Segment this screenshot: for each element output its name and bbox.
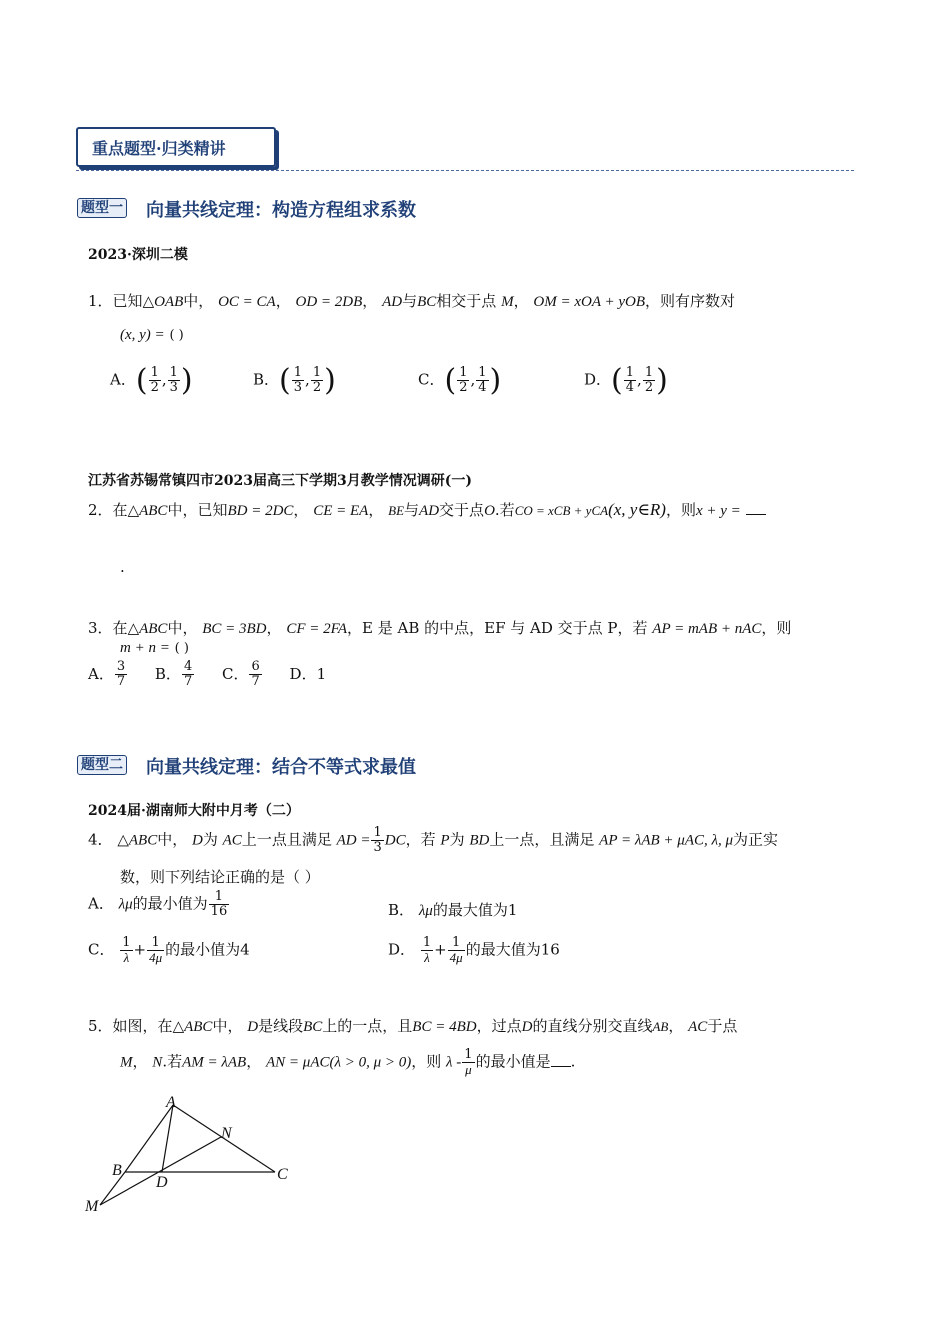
- frac-num: 1: [147, 936, 164, 951]
- plus-sign: +: [133, 940, 147, 959]
- q5-text-c: 是线段: [258, 1017, 304, 1035]
- q5-bc: BC: [303, 1019, 323, 1035]
- q1-option-d[interactable]: D．( $\frac{1}{4}$ , $\frac{1}{2}$ ): [584, 363, 668, 398]
- q4-text-b: 为: [202, 830, 218, 849]
- type2-title: 向量共线定理：结合不等式求最值: [146, 757, 416, 778]
- q2-eq4: x + y =: [695, 503, 741, 519]
- q2-answer-blank[interactable]: [746, 500, 766, 515]
- q3-text-a: 在: [112, 619, 128, 637]
- frac-den: λ: [123, 950, 130, 965]
- header-divider: [76, 170, 854, 171]
- q5-eq1: BC = 4BD: [412, 1019, 477, 1035]
- frac-num: 1: [625, 365, 635, 380]
- q1-triangle: △OAB: [142, 294, 184, 310]
- q5-text-i: ，则: [411, 1052, 442, 1071]
- q1-line1: [88, 290, 735, 311]
- type1-badge: 题型一: [77, 198, 127, 218]
- q4-line2: 数，则下列结论正确的是（ ）: [120, 868, 320, 886]
- q1-eq1: OC = CA: [218, 294, 276, 310]
- q1-sep3: ，: [513, 292, 529, 310]
- line-ad: [162, 1105, 173, 1172]
- q1-option-c-label: C．: [418, 370, 445, 389]
- q2-dot: .: [120, 558, 125, 576]
- frac-den: 4: [478, 380, 487, 395]
- q4-eq2: AP = λAB + μAC, λ, μ: [599, 832, 734, 849]
- q1-source: 2023·深圳二模: [88, 247, 188, 263]
- q2-be: BE: [388, 503, 405, 518]
- q3-option-d[interactable]: D．1: [289, 664, 327, 683]
- q4-option-d-text: 的最大值为16: [465, 940, 560, 959]
- q2-eq3: CO = xCB + yCA: [514, 503, 609, 518]
- q2-ad: AD: [419, 503, 440, 519]
- frac-num: 1: [209, 890, 230, 905]
- section-header-title: 重点题型·归类精讲: [92, 138, 226, 158]
- q1-eq3: OM = xOA + yOB: [533, 294, 645, 310]
- q1-paren: ( ): [169, 328, 184, 343]
- q3-text-d: ，则: [761, 619, 792, 637]
- frac-num: 1: [373, 825, 382, 840]
- label-n: N: [221, 1125, 232, 1142]
- label-a: A: [166, 1094, 176, 1111]
- q3-sep1: ，: [266, 619, 282, 637]
- q4-option-a-label: A．: [88, 894, 114, 913]
- q5-sep: ，: [668, 1017, 684, 1035]
- q4-number: 4．: [88, 830, 113, 849]
- frac-num: 1: [169, 365, 178, 380]
- q4-text-f: 上一点，且满足: [489, 830, 595, 849]
- frac-den: 2: [150, 380, 159, 395]
- frac-den: 4: [625, 380, 635, 395]
- q1-text-e: ，则有序数对: [644, 292, 735, 310]
- q4-p: P: [440, 832, 450, 849]
- q2-o: O: [484, 503, 495, 519]
- frac-den: 3: [169, 380, 178, 395]
- q1-sep2: ，: [362, 292, 378, 310]
- frac-den: 4μ: [449, 950, 463, 965]
- q1-m: M: [501, 294, 514, 310]
- label-d: D: [156, 1174, 168, 1191]
- q5-figure: [80, 1090, 310, 1220]
- q4-text-a: 中，: [157, 830, 188, 849]
- q5-n: N: [152, 1054, 163, 1071]
- q4-option-b-text: 的最大值为1: [432, 901, 518, 919]
- q3-option-c-label: C．: [222, 664, 249, 683]
- q4-option-a-text: 的最小值为: [132, 894, 208, 913]
- q5-ab: AB: [652, 1019, 669, 1034]
- q4-line1: [88, 826, 778, 855]
- q5-comma2: ，: [246, 1052, 262, 1071]
- q2-text-b: 中，已知: [167, 501, 228, 519]
- label-c: C: [277, 1166, 288, 1183]
- q1-pair: (x, y) =: [120, 327, 165, 343]
- q4-option-c[interactable]: [88, 936, 250, 965]
- q2-sep2: ，: [368, 501, 384, 519]
- label-b: B: [112, 1162, 122, 1179]
- frac-den: 3: [373, 840, 382, 855]
- q2-number: 2．: [88, 501, 113, 519]
- line-ab: [125, 1105, 173, 1172]
- q5-text-a: 如图，在: [112, 1017, 173, 1035]
- q5-d: D: [247, 1019, 259, 1035]
- q2-cond: (x, y∈R): [608, 500, 666, 519]
- q3-triangle: △ABC: [127, 621, 168, 637]
- frac-num: 6: [251, 659, 260, 674]
- frac-num: 1: [459, 365, 468, 380]
- q3-option-c[interactable]: [222, 659, 263, 689]
- q4-option-d[interactable]: [388, 936, 560, 965]
- q5-text-g: 于点: [707, 1017, 738, 1035]
- plus-sign: +: [434, 940, 447, 959]
- frac-num: 1: [464, 1047, 473, 1062]
- q3-line2: [120, 638, 189, 657]
- q4-text-c: 上一点且满足: [241, 830, 332, 849]
- q1-bc: BC: [417, 294, 437, 310]
- q3-paren: ( ): [174, 641, 189, 656]
- q5-line1: [88, 1015, 737, 1036]
- type2-badge: 题型二: [77, 755, 127, 775]
- q4-option-a-expr: λμ: [118, 896, 133, 913]
- section-header: [76, 127, 276, 167]
- q5-eq2: AM = λAB: [182, 1054, 247, 1071]
- frac-den: μ: [465, 1062, 472, 1077]
- q2-source: 江苏省苏锡常镇四市2023届高三下学期3月教学情况调研(一): [88, 473, 472, 489]
- frac-den: 7: [251, 674, 260, 689]
- q2-text-f: ，则: [665, 501, 696, 519]
- q4-eq1-left: AD =: [336, 832, 371, 849]
- q3-options: [88, 660, 326, 689]
- q2-text-c: 与: [404, 501, 420, 519]
- q5-eq3: AN = μAC(λ > 0, μ > 0): [266, 1054, 412, 1071]
- q1-text-d: 相交于点: [436, 292, 497, 310]
- frac-num: 1: [150, 365, 159, 380]
- q3-option-b[interactable]: [154, 659, 195, 689]
- q1-text-a: 已知: [112, 292, 143, 310]
- q2-eq2: CE = EA: [313, 503, 369, 519]
- q4-option-b[interactable]: [388, 899, 517, 920]
- q5-text-j: 的最小值是: [475, 1052, 551, 1071]
- frac-den: 2: [459, 380, 468, 395]
- q1-option-a-label: A．: [110, 370, 136, 389]
- q4-source: 2024届·湖南师大附中月考（二）: [88, 803, 300, 819]
- q4-text-e: 为: [449, 830, 465, 849]
- q4-option-a[interactable]: [88, 890, 230, 919]
- q5-comma1: ，: [132, 1052, 148, 1071]
- q3-option-b-label: B．: [154, 664, 181, 683]
- q1-option-d-label: D．: [584, 370, 612, 389]
- q4-text-d: ，若: [405, 830, 436, 849]
- frac-den: λ: [424, 950, 430, 965]
- q1-option-b-label: B．: [253, 370, 280, 389]
- q5-text-h: .若: [162, 1052, 183, 1071]
- frac-den: 4μ: [149, 950, 163, 965]
- q4-text-g: 为正实: [733, 830, 779, 849]
- q5-text-f: 的直线分别交直线: [532, 1017, 653, 1035]
- q3-number: 3．: [88, 619, 113, 637]
- frac-num: 1: [122, 935, 131, 950]
- q4-bd: BD: [469, 832, 490, 849]
- q2-eq1: BD = 2DC: [227, 503, 294, 519]
- q4-triangle: △ABC: [117, 832, 158, 849]
- q5-end: .: [570, 1052, 576, 1071]
- q5-text-b: 中，: [212, 1017, 243, 1035]
- frac-num: 1: [312, 365, 322, 380]
- frac-den: 7: [183, 674, 193, 689]
- q4-eq1-right: DC: [384, 832, 406, 849]
- label-m: M: [85, 1198, 99, 1215]
- q1-option-c[interactable]: C．( $\frac{1}{2}$ , $\frac{1}{4}$ ): [418, 363, 502, 398]
- q3-option-a[interactable]: [88, 659, 128, 689]
- q1-ad: AD: [382, 294, 403, 310]
- q1-eq2: OD = 2DB: [295, 294, 363, 310]
- q3-eq1: BC = 3BD: [202, 621, 267, 637]
- q3-text-b: 中，: [167, 619, 198, 637]
- q3-eq2: CF = 2FA: [286, 621, 348, 637]
- q1-option-a[interactable]: A．( $\frac{1}{2}$ , $\frac{1}{3}$ ): [110, 363, 193, 398]
- q4-option-c-text: 的最小值为4: [165, 940, 250, 959]
- frac-den: 2: [312, 380, 322, 395]
- type1-title: 向量共线定理：构造方程组求系数: [146, 200, 416, 221]
- q5-text-e: ，过点: [476, 1017, 522, 1035]
- frac-num: 1: [422, 935, 432, 950]
- q1-line2: [120, 325, 184, 344]
- frac-num: 1: [448, 936, 465, 951]
- q3-eq4: m + n =: [120, 640, 170, 656]
- frac-num: 1: [644, 365, 654, 380]
- q2-line1: [88, 499, 766, 520]
- q4-ac: AC: [222, 832, 242, 849]
- frac-num: 3: [116, 659, 126, 674]
- q5-m: M: [120, 1054, 133, 1071]
- q3-text-c: ，E 是 AB 的中点，EF 与 AD 交于点 P，若: [347, 619, 648, 637]
- q4-option-b-label: B．: [388, 901, 415, 919]
- q5-answer-blank[interactable]: [551, 1052, 571, 1067]
- q2-text-d: 交于点: [439, 501, 485, 519]
- frac-den: 2: [644, 380, 654, 395]
- q5-d2: D: [521, 1019, 533, 1035]
- q2-triangle: △ABC: [127, 503, 168, 519]
- frac-num: 1: [293, 365, 303, 380]
- frac-num: 1: [478, 365, 487, 380]
- q4-option-c-label: C．: [88, 940, 115, 959]
- q2-text-a: 在: [112, 501, 128, 519]
- q5-triangle: △ABC: [172, 1019, 213, 1035]
- q3-eq3: AP = mAB + nAC: [652, 621, 762, 637]
- q4-option-b-expr: λμ: [418, 903, 433, 919]
- q2-text-e: .若: [494, 501, 515, 519]
- q1-sep1: ，: [275, 292, 291, 310]
- q5-expr-left: λ -: [446, 1054, 462, 1071]
- q1-text-c: 与: [402, 292, 418, 310]
- frac-den: 16: [210, 904, 228, 919]
- q5-line2: [120, 1048, 575, 1077]
- q1-option-b[interactable]: B．( $\frac{1}{3}$ , $\frac{1}{2}$ ): [253, 363, 336, 398]
- q4-d: D: [192, 832, 203, 849]
- frac-num: 4: [183, 659, 193, 674]
- q2-sep1: ，: [293, 501, 309, 519]
- q5-number: 5．: [88, 1017, 113, 1035]
- q3-option-a-label: A．: [88, 664, 114, 683]
- frac-den: 3: [293, 380, 303, 395]
- q3-line1: [88, 617, 791, 638]
- frac-den: 7: [116, 674, 126, 689]
- q5-ac: AC: [688, 1019, 708, 1035]
- q5-text-d: 上的一点，且: [322, 1017, 413, 1035]
- q4-option-d-label: D．: [388, 940, 416, 959]
- q1-text-b: 中，: [183, 292, 214, 310]
- q1-number: 1．: [88, 292, 113, 310]
